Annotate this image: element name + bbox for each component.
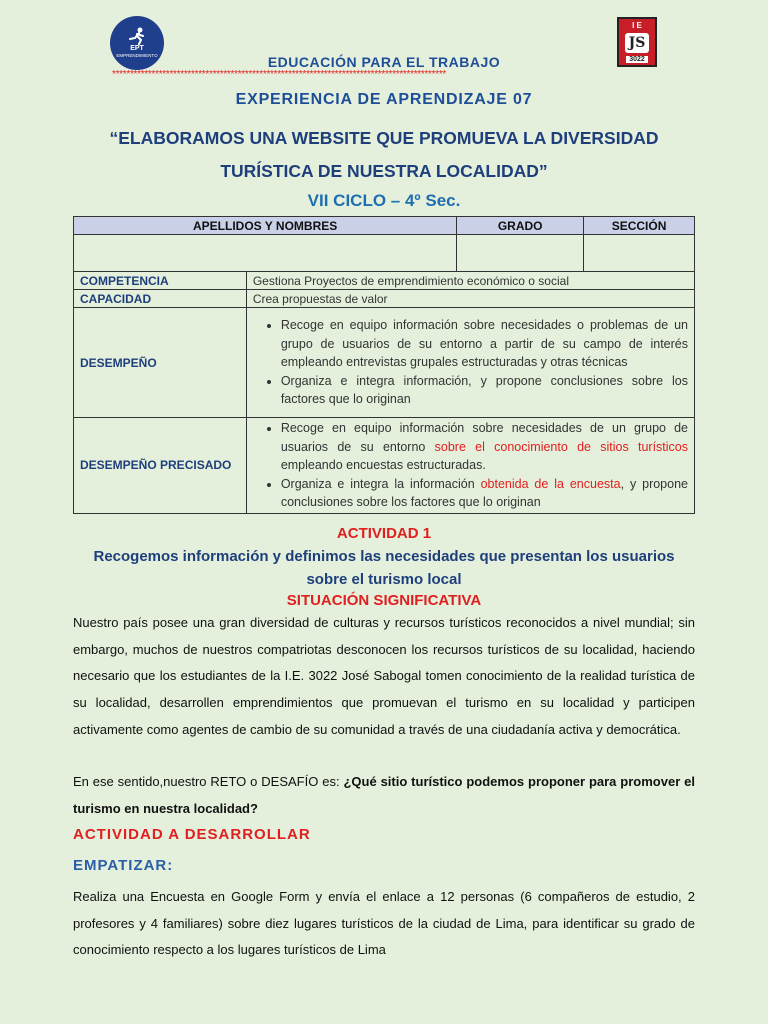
runner-icon bbox=[127, 27, 147, 45]
list-item bbox=[281, 419, 688, 475]
main-title bbox=[60, 122, 708, 188]
capacidad-value: Crea propuestas de valor bbox=[246, 290, 694, 308]
precisado-text: Recoge en equipo información sobre necesidades de un grupo de usuarios de su entorno bbox=[280, 421, 688, 454]
area-title: EDUCACIÓN PARA EL TRABAJO bbox=[267, 54, 501, 70]
situation-paragraph: Nuestro país posee una gran diversidad de culturas y recursos turísticos reconocidos a nivel mundial; sin embargo, muchos de nuestros compatriotas desconocen los recursos turísticos de su localidad, haciendo necesario que los estudiantes de la I.E. 3022 José Sabogal tomen conocimiento de la realidad turística de su localidad, desarrollen emprendimientos que promuevan el turismo en su localidad y participen activamente como agentes de cambio de su comunidad a través de una ciudadanía activa y democrática. bbox=[73, 615, 695, 737]
precisado-highlight: obtenida de la encuesta bbox=[480, 476, 621, 491]
crest-number: 3022 bbox=[626, 56, 648, 63]
task-paragraph: Realiza una Encuesta en Google Form y envía el enlace a 12 personas (6 compañeros de estudio, 2 profesores y 4 familiares) sobre diez lugares turísticos de la ciudad de Lima, para identificar su grado de conocimiento respecto a los lugares turísticos de Lima bbox=[73, 889, 695, 958]
challenge-intro: En ese sentido,nuestro RETO o DESAFÍO es: bbox=[73, 774, 344, 789]
section-field[interactable] bbox=[584, 235, 695, 272]
precisado-text: empleando encuestas estructuradas. bbox=[280, 458, 486, 472]
precisado-text: , y propone conclusiones sobre los factores que lo originan bbox=[280, 476, 688, 509]
situation-title: SITUACIÓN SIGNIFICATIVA bbox=[286, 592, 482, 609]
header-grade: GRADO bbox=[457, 217, 584, 235]
main-title-line2: TURÍSTICA DE NUESTRA LOCALIDAD” bbox=[220, 161, 548, 181]
list-item: • Recoge en equipo información sobre necesidades o problemas de un grupo de usuarios de su entorno a partir de su campo de interés empleando entrevistas grupales estructuradas y otras técnicas bbox=[281, 316, 688, 372]
star-divider: ********************************************************************************************* bbox=[112, 69, 447, 80]
precisado-highlight: sobre el conocimiento de sitios turísticos bbox=[434, 439, 688, 454]
precisado-list bbox=[253, 419, 688, 512]
student-info-table bbox=[73, 216, 695, 514]
grade-field[interactable] bbox=[457, 235, 584, 272]
desempeno-list-cell bbox=[246, 308, 694, 418]
ept-logo-subtext: EMPRENDIMIENTO bbox=[116, 53, 158, 58]
precisado-text: Organiza e integra la información bbox=[280, 476, 481, 491]
header-section: SECCIÓN bbox=[584, 217, 695, 235]
precisado-label: DESEMPEÑO PRECISADO bbox=[74, 418, 247, 514]
cycle-label: VII CICLO – 4º Sec. bbox=[307, 191, 461, 210]
ept-logo-text: EPT bbox=[130, 45, 144, 52]
list-item bbox=[281, 475, 688, 512]
competencia-value: Gestiona Proyectos de emprendimiento económico o social bbox=[246, 272, 694, 290]
crest-top-text: I E bbox=[632, 21, 642, 30]
challenge-paragraph bbox=[73, 769, 695, 822]
main-title-line1: “ELABORAMOS UNA WEBSITE QUE PROMUEVA LA DIVERSIDAD bbox=[109, 128, 659, 148]
capacidad-label: CAPACIDAD bbox=[74, 290, 247, 308]
crest-mark: JS bbox=[625, 33, 649, 53]
experience-title: EXPERIENCIA DE APRENDIZAJE 07 bbox=[235, 91, 533, 108]
activity-title: ACTIVIDAD 1 bbox=[336, 525, 432, 542]
desempeno-list bbox=[253, 316, 688, 409]
header-names: APELLIDOS Y NOMBRES bbox=[74, 217, 457, 235]
competencia-label: COMPETENCIA bbox=[74, 272, 247, 290]
activity-description: Recogemos información y definimos las necesidades que presentan los usuarios sobre el turismo local bbox=[93, 548, 675, 588]
desempeno-label: DESEMPEÑO bbox=[74, 308, 247, 418]
develop-title: ACTIVIDAD A DESARROLLAR bbox=[73, 826, 311, 843]
challenge-question: ¿Qué sitio turístico podemos proponer para promover el turismo en nuestra localidad? bbox=[73, 774, 695, 816]
precisado-list-cell bbox=[246, 418, 694, 514]
names-field[interactable] bbox=[74, 235, 457, 272]
list-item: • Organiza e integra información, y propone conclusiones sobre los factores que lo originan bbox=[281, 372, 688, 409]
empathize-title: EMPATIZAR: bbox=[73, 857, 174, 874]
